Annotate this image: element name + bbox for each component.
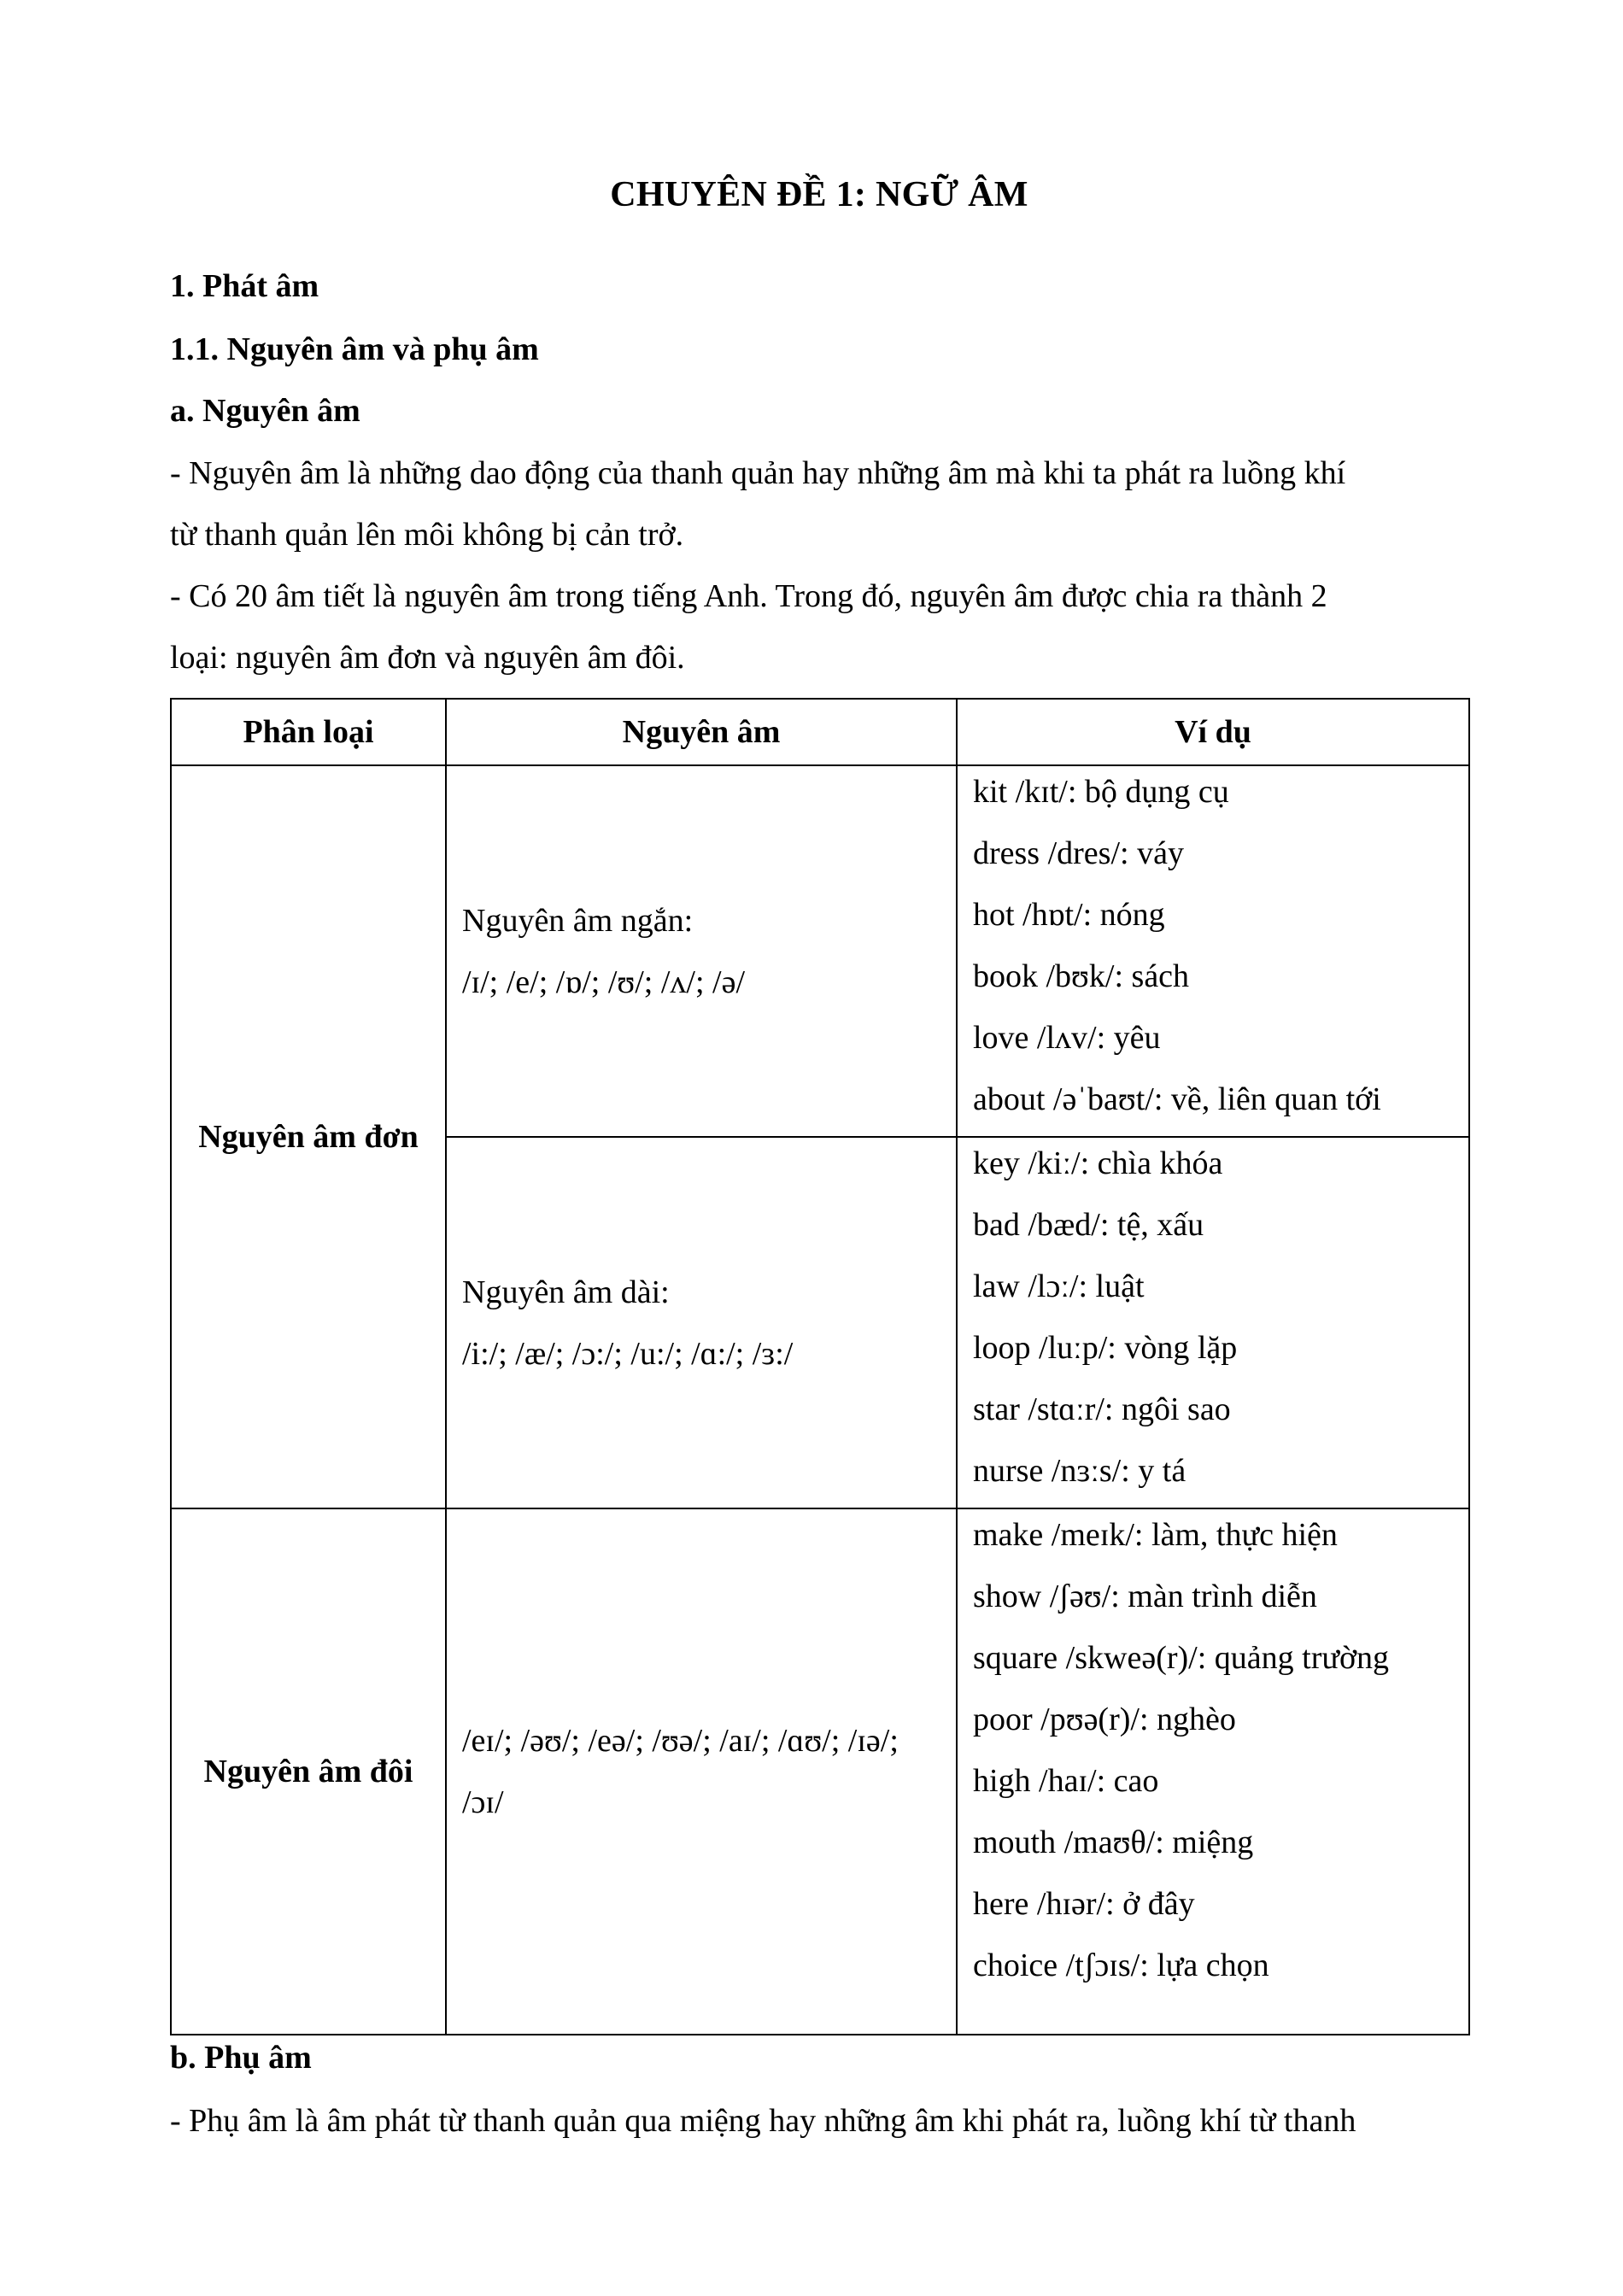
header-category: Phân loại	[171, 699, 446, 765]
diphthong-list-line: /ɔɪ/	[462, 1784, 504, 1820]
table-header-row	[171, 699, 1469, 765]
long-vowels-label: Nguyên âm dài:	[462, 1274, 670, 1310]
short-vowels-label: Nguyên âm ngắn:	[462, 902, 694, 939]
example-line: bad /bæd/: tệ, xấu	[973, 1207, 1204, 1243]
example-line: about /əˈbaʊt/: về, liên quan tới	[973, 1081, 1381, 1117]
example-line: dress /dres/: váy	[973, 835, 1184, 871]
section-heading-b: b. Phụ âm	[170, 2040, 312, 2076]
vowel-table	[170, 698, 1470, 2035]
page-title: CHUYÊN ĐỀ 1: NGỮ ÂM	[610, 175, 1028, 214]
paragraph-consonant-definition	[170, 2090, 1468, 2152]
long-vowels-cell	[446, 1137, 957, 1508]
section-heading-1-1: 1.1. Nguyên âm và phụ âm	[170, 331, 539, 367]
example-line: book /bʊk/: sách	[973, 958, 1190, 994]
table-row	[171, 1508, 1469, 2035]
section-heading-1: 1. Phát âm	[170, 268, 319, 304]
diphthong-list-line: /eɪ/; /əʊ/; /eə/; /ʊə/; /aɪ/; /ɑʊ/; /ɪə/;	[462, 1723, 899, 1759]
short-examples-cell	[957, 765, 1469, 1137]
header-example: Ví dụ	[957, 699, 1469, 765]
category-single-vowel: Nguyên âm đơn	[171, 765, 446, 1508]
example-line: hot /hɒt/: nóng	[973, 897, 1165, 933]
paragraph-vowel-definition	[170, 442, 1468, 565]
long-vowels-list: /i:/; /æ/; /ɔ:/; /u:/; /ɑ:/; /ɜ:/	[462, 1335, 794, 1372]
example-line: key /kiː/: chìa khóa	[973, 1145, 1223, 1181]
example-line: nurse /nɜːs/: y tá	[973, 1453, 1186, 1489]
paragraph-line: từ thanh quản lên môi không bị cản trở.	[170, 517, 684, 553]
example-line: mouth /maʊθ/: miệng	[973, 1824, 1254, 1860]
header-vowel: Nguyên âm	[446, 699, 957, 765]
short-vowels-list: /ɪ/; /e/; /ɒ/; /ʊ/; /ʌ/; /ə/	[462, 964, 745, 1000]
long-examples-cell	[957, 1137, 1469, 1508]
example-line: poor /pʊə(r)/: nghèo	[973, 1702, 1236, 1737]
paragraph-line: - Nguyên âm là những dao động của thanh quản hay những âm mà khi ta phát ra luồng khí	[170, 455, 1346, 491]
diphthong-examples-cell	[957, 1508, 1469, 2035]
example-line: make /meɪk/: làm, thực hiện	[973, 1517, 1338, 1553]
example-line: here /hɪər/: ở đây	[973, 1886, 1195, 1922]
example-line: high /haɪ/: cao	[973, 1763, 1159, 1799]
example-line: loop /luːp/: vòng lặp	[973, 1330, 1238, 1366]
example-line: show /ʃəʊ/: màn trình diễn	[973, 1578, 1317, 1614]
example-line: square /skweə(r)/: quảng trường	[973, 1640, 1390, 1676]
paragraph-vowel-count	[170, 565, 1468, 688]
paragraph-line: - Phụ âm là âm phát từ thanh quản qua miệng hay những âm khi phát ra, luồng khí từ thanh	[170, 2103, 1356, 2139]
example-line: star /stɑːr/: ngôi sao	[973, 1391, 1231, 1427]
category-diphthong: Nguyên âm đôi	[171, 1508, 446, 2035]
example-line: law /lɔː/: luật	[973, 1268, 1145, 1304]
example-line: choice /tʃɔɪs/: lựa chọn	[973, 1948, 1269, 1983]
example-line: love /lʌv/: yêu	[973, 1020, 1161, 1056]
table-row	[171, 765, 1469, 1137]
section-heading-a: a. Nguyên âm	[170, 393, 360, 429]
diphthong-vowels-cell	[446, 1508, 957, 2035]
example-line: kit /kɪt/: bộ dụng cụ	[973, 774, 1229, 810]
paragraph-line: - Có 20 âm tiết là nguyên âm trong tiếng Anh. Trong đó, nguyên âm được chia ra thành 2	[170, 578, 1327, 614]
paragraph-line: loại: nguyên âm đơn và nguyên âm đôi.	[170, 640, 685, 676]
short-vowels-cell	[446, 765, 957, 1137]
